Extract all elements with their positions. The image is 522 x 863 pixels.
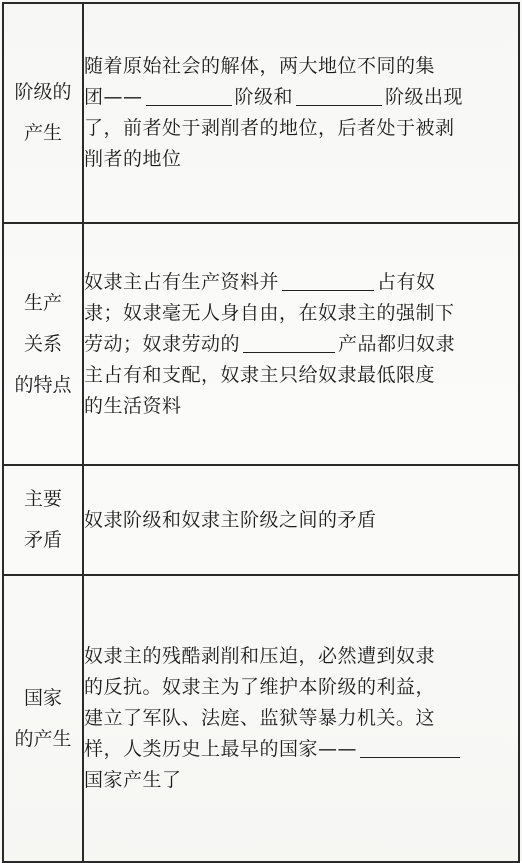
table-row [3, 223, 519, 465]
fill-blank[interactable] [243, 332, 335, 353]
row-label-line: 关系 [23, 332, 62, 355]
content-line [84, 82, 518, 113]
row-label-line: 的特点 [14, 373, 72, 396]
content-text: 奴隶主占有生产资料并 [84, 270, 280, 293]
content-line: 了，前者处于剥削者的地位，后者处于被剥 [84, 117, 455, 139]
row-label-line: 矛盾 [23, 529, 62, 551]
content-line: 主占有和支配，奴隶主只给奴隶最低限度 [84, 363, 436, 386]
content-line: 建立了军队、法庭、监狱等暴力机关。这 [84, 707, 436, 729]
content-text: 劳动；奴隶劳动的 [84, 332, 241, 355]
content-line: 隶；奴隶毫无人身自由，在奴隶主的强制下 [84, 301, 455, 324]
content-line: 国家产生了 [84, 769, 182, 791]
fill-blank[interactable] [282, 270, 374, 291]
row-label-production-relations [3, 223, 83, 465]
knowledge-table [2, 2, 520, 863]
content-line [84, 267, 518, 298]
content-line [84, 734, 518, 765]
row-label-line: 生产 [23, 291, 62, 314]
row-label-class-origin [3, 3, 83, 223]
content-line: 随着原始社会的解体，两大地位不同的集 [84, 55, 436, 77]
fill-blank[interactable] [296, 85, 382, 106]
content-text: 样，人类历史上最早的国家—— [84, 738, 358, 760]
row-label-main-contradiction [3, 465, 83, 575]
row-label-line: 国家 [23, 686, 62, 709]
table-row [3, 3, 519, 223]
content-line [84, 329, 518, 360]
fill-blank[interactable] [360, 737, 460, 758]
row-label-line: 的产生 [14, 727, 72, 750]
table-row [3, 465, 519, 575]
fill-blank[interactable] [146, 85, 232, 106]
row-label-line: 主要 [23, 488, 62, 510]
row-label-line: 产生 [23, 122, 62, 144]
content-line: 奴隶阶级和奴隶主阶级之间的矛盾 [84, 508, 377, 531]
content-line: 的反抗。奴隶主为了维护本阶级的利益， [84, 676, 436, 698]
content-line: 奴隶主的残酷剥削和压迫，必然遭到奴隶 [84, 645, 436, 667]
row-content-production-relations [83, 223, 519, 465]
content-text: 团—— [84, 86, 143, 108]
content-text: 阶级和 [234, 86, 294, 108]
content-text: 占有奴 [377, 270, 436, 293]
row-label-line: 阶级的 [14, 81, 72, 103]
content-line: 的生活资料 [84, 394, 182, 417]
row-content-state-origin [83, 575, 519, 862]
row-label-state-origin [3, 575, 83, 862]
content-text: 阶级出现 [385, 86, 464, 108]
content-line: 削者的地位 [84, 148, 182, 170]
content-text: 产品都归奴隶 [338, 332, 456, 355]
row-content-main-contradiction [83, 465, 519, 575]
row-content-class-origin [83, 3, 519, 223]
table-row [3, 575, 519, 862]
